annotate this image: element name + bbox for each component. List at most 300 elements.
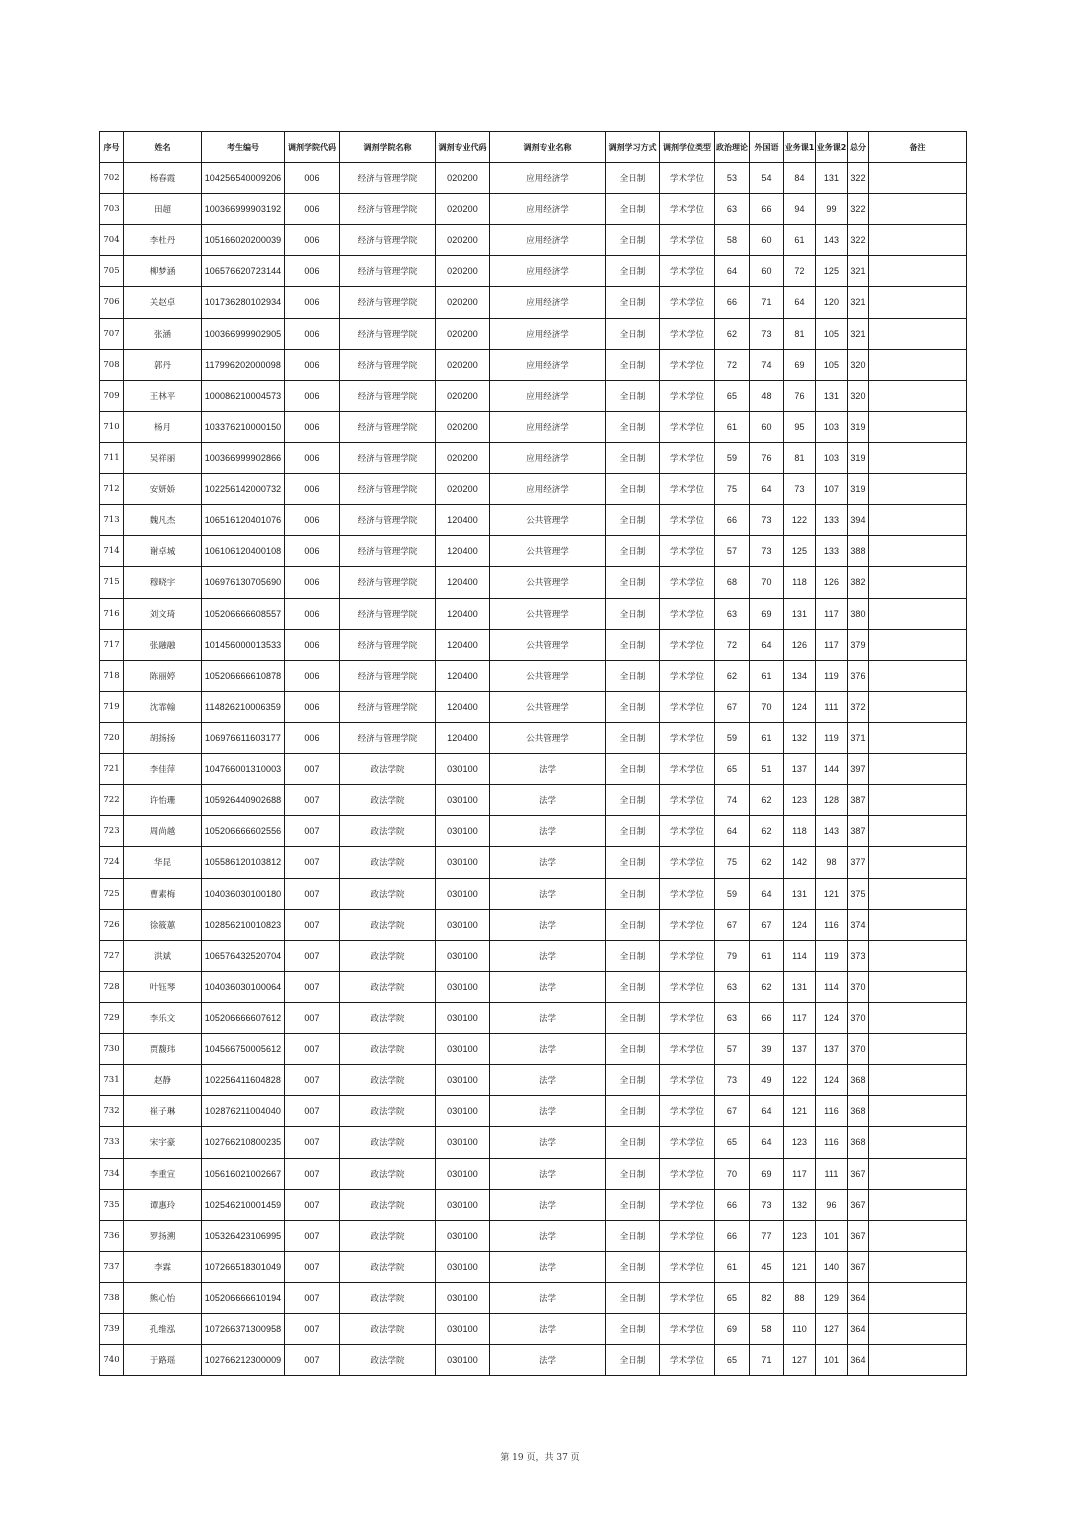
table-cell: 030100 bbox=[436, 1158, 490, 1189]
table-row bbox=[100, 1158, 967, 1189]
table-cell: 应用经济学 bbox=[490, 411, 606, 442]
table-cell: 723 bbox=[100, 816, 124, 847]
table-cell: 111 bbox=[816, 1158, 848, 1189]
column-header: 业务课1 bbox=[784, 132, 816, 163]
table-cell: 叶钰琴 bbox=[124, 971, 202, 1002]
table-cell: 李重宣 bbox=[124, 1158, 202, 1189]
table-cell: 105 bbox=[816, 318, 848, 349]
table-cell: 学术学位 bbox=[660, 598, 715, 629]
table-cell: 学术学位 bbox=[660, 225, 715, 256]
column-header: 调剂学院名称 bbox=[340, 132, 436, 163]
table-cell: 75 bbox=[715, 474, 750, 505]
column-header: 调剂专业代码 bbox=[436, 132, 490, 163]
table-row bbox=[100, 971, 967, 1002]
table-cell: 70 bbox=[750, 691, 784, 722]
table-cell: 公共管理学 bbox=[490, 629, 606, 660]
table-row bbox=[100, 1065, 967, 1096]
table-cell: 67 bbox=[715, 691, 750, 722]
table-cell: 76 bbox=[750, 442, 784, 473]
table-cell: 杨春霞 bbox=[124, 163, 202, 194]
table-cell: 729 bbox=[100, 1002, 124, 1033]
table-cell: 张融融 bbox=[124, 629, 202, 660]
table-cell: 法学 bbox=[490, 1127, 606, 1158]
table-cell: 707 bbox=[100, 318, 124, 349]
table-cell: 60 bbox=[750, 411, 784, 442]
table-cell: 368 bbox=[848, 1127, 869, 1158]
table-cell: 127 bbox=[816, 1314, 848, 1345]
table-cell: 103376210000150 bbox=[202, 411, 285, 442]
table-cell: 经济与管理学院 bbox=[340, 474, 436, 505]
table-cell: 全日制 bbox=[606, 1189, 660, 1220]
table-cell: 65 bbox=[715, 1127, 750, 1158]
table-cell: 128 bbox=[816, 785, 848, 816]
table-cell: 学术学位 bbox=[660, 163, 715, 194]
table-row bbox=[100, 225, 967, 256]
table-row bbox=[100, 567, 967, 598]
table-cell: 105206666610194 bbox=[202, 1282, 285, 1313]
table-cell: 陈丽婷 bbox=[124, 660, 202, 691]
table-cell: 关赵卓 bbox=[124, 287, 202, 318]
table-cell: 133 bbox=[816, 536, 848, 567]
table-cell: 法学 bbox=[490, 1345, 606, 1376]
table-cell: 102256411604828 bbox=[202, 1065, 285, 1096]
table-cell: 84 bbox=[784, 163, 816, 194]
table-cell: 006 bbox=[285, 474, 340, 505]
table-cell: 367 bbox=[848, 1158, 869, 1189]
table-cell: 030100 bbox=[436, 1065, 490, 1096]
table-cell: 65 bbox=[715, 754, 750, 785]
table-cell: 107266518301049 bbox=[202, 1251, 285, 1282]
table-cell bbox=[869, 660, 967, 691]
table-cell: 319 bbox=[848, 474, 869, 505]
table-cell: 73 bbox=[784, 474, 816, 505]
table-cell: 705 bbox=[100, 256, 124, 287]
table-row bbox=[100, 474, 967, 505]
table-cell: 学术学位 bbox=[660, 1314, 715, 1345]
table-cell: 372 bbox=[848, 691, 869, 722]
table-cell: 106516120401076 bbox=[202, 505, 285, 536]
table-cell: 69 bbox=[750, 1158, 784, 1189]
table-cell: 007 bbox=[285, 847, 340, 878]
table-cell: 应用经济学 bbox=[490, 318, 606, 349]
table-cell: 66 bbox=[715, 1189, 750, 1220]
table-cell: 007 bbox=[285, 1282, 340, 1313]
table-cell: 120400 bbox=[436, 660, 490, 691]
table-cell: 全日制 bbox=[606, 816, 660, 847]
table-row bbox=[100, 1251, 967, 1282]
table-cell: 123 bbox=[784, 1220, 816, 1251]
table-cell: 126 bbox=[784, 629, 816, 660]
table-cell: 刘文琦 bbox=[124, 598, 202, 629]
table-cell: 法学 bbox=[490, 1251, 606, 1282]
table-cell: 学术学位 bbox=[660, 318, 715, 349]
table-cell: 66 bbox=[750, 1002, 784, 1033]
table-cell: 712 bbox=[100, 474, 124, 505]
table-cell: 143 bbox=[816, 816, 848, 847]
table-cell: 006 bbox=[285, 380, 340, 411]
table-cell bbox=[869, 940, 967, 971]
column-header: 考生编号 bbox=[202, 132, 285, 163]
table-cell: 徐筱蕙 bbox=[124, 909, 202, 940]
table-cell: 79 bbox=[715, 940, 750, 971]
table-cell: 368 bbox=[848, 1065, 869, 1096]
table-cell: 007 bbox=[285, 1314, 340, 1345]
table-cell: 全日制 bbox=[606, 349, 660, 380]
table-cell: 030100 bbox=[436, 1251, 490, 1282]
table-cell: 政法学院 bbox=[340, 1314, 436, 1345]
table-cell: 全日制 bbox=[606, 380, 660, 411]
table-cell: 法学 bbox=[490, 1158, 606, 1189]
table-cell: 74 bbox=[715, 785, 750, 816]
table-cell: 全日制 bbox=[606, 660, 660, 691]
table-cell: 65 bbox=[715, 1345, 750, 1376]
table-cell: 030100 bbox=[436, 847, 490, 878]
table-cell: 学术学位 bbox=[660, 1220, 715, 1251]
column-header: 姓名 bbox=[124, 132, 202, 163]
table-cell: 104036030100180 bbox=[202, 878, 285, 909]
table-cell: 134 bbox=[784, 660, 816, 691]
table-cell: 728 bbox=[100, 971, 124, 1002]
table-cell: 727 bbox=[100, 940, 124, 971]
table-cell: 106106120400108 bbox=[202, 536, 285, 567]
table-cell: 95 bbox=[784, 411, 816, 442]
table-cell: 穆晓宇 bbox=[124, 567, 202, 598]
table-cell: 322 bbox=[848, 194, 869, 225]
table-cell: 006 bbox=[285, 598, 340, 629]
table-cell: 006 bbox=[285, 691, 340, 722]
table-cell bbox=[869, 1314, 967, 1345]
table-cell: 125 bbox=[784, 536, 816, 567]
table-cell: 382 bbox=[848, 567, 869, 598]
table-cell: 于路瑶 bbox=[124, 1345, 202, 1376]
table-cell: 103 bbox=[816, 442, 848, 473]
table-cell: 58 bbox=[750, 1314, 784, 1345]
table-cell: 洪斌 bbox=[124, 940, 202, 971]
column-header: 调剂学习方式 bbox=[606, 132, 660, 163]
table-cell: 全日制 bbox=[606, 411, 660, 442]
table-cell: 应用经济学 bbox=[490, 163, 606, 194]
table-cell: 101 bbox=[816, 1345, 848, 1376]
table-cell: 117 bbox=[816, 629, 848, 660]
table-cell: 030100 bbox=[436, 1282, 490, 1313]
table-cell: 137 bbox=[784, 1034, 816, 1065]
table-cell: 65 bbox=[715, 380, 750, 411]
table-cell: 67 bbox=[715, 909, 750, 940]
table-cell: 125 bbox=[816, 256, 848, 287]
table-cell: 319 bbox=[848, 442, 869, 473]
table-header-row bbox=[100, 132, 967, 163]
table-cell: 62 bbox=[750, 785, 784, 816]
table-cell: 学术学位 bbox=[660, 505, 715, 536]
table-cell: 030100 bbox=[436, 785, 490, 816]
table-cell: 120400 bbox=[436, 598, 490, 629]
table-cell: 81 bbox=[784, 318, 816, 349]
table-cell: 713 bbox=[100, 505, 124, 536]
table-cell: 经济与管理学院 bbox=[340, 256, 436, 287]
table-cell: 法学 bbox=[490, 940, 606, 971]
table-cell: 全日制 bbox=[606, 1034, 660, 1065]
table-cell: 经济与管理学院 bbox=[340, 287, 436, 318]
table-cell: 102766210800235 bbox=[202, 1127, 285, 1158]
table-cell: 375 bbox=[848, 878, 869, 909]
table-cell: 法学 bbox=[490, 754, 606, 785]
table-cell bbox=[869, 505, 967, 536]
table-cell: 政法学院 bbox=[340, 785, 436, 816]
table-cell: 全日制 bbox=[606, 940, 660, 971]
table-cell: 公共管理学 bbox=[490, 598, 606, 629]
table-cell: 应用经济学 bbox=[490, 474, 606, 505]
table-cell: 全日制 bbox=[606, 567, 660, 598]
table-cell: 64 bbox=[750, 878, 784, 909]
table-row bbox=[100, 878, 967, 909]
table-cell: 321 bbox=[848, 318, 869, 349]
table-cell: 106576620723144 bbox=[202, 256, 285, 287]
table-cell: 371 bbox=[848, 722, 869, 753]
table-cell: 376 bbox=[848, 660, 869, 691]
table-cell: 020200 bbox=[436, 411, 490, 442]
table-cell: 007 bbox=[285, 971, 340, 1002]
table-cell: 131 bbox=[784, 878, 816, 909]
table-cell: 学术学位 bbox=[660, 660, 715, 691]
table-cell bbox=[869, 1096, 967, 1127]
table-cell: 322 bbox=[848, 163, 869, 194]
table-cell: 368 bbox=[848, 1096, 869, 1127]
table-cell: 59 bbox=[715, 722, 750, 753]
table-cell: 经济与管理学院 bbox=[340, 349, 436, 380]
table-cell bbox=[869, 1251, 967, 1282]
table-cell: 104566750005612 bbox=[202, 1034, 285, 1065]
table-cell: 006 bbox=[285, 349, 340, 380]
table-cell bbox=[869, 598, 967, 629]
table-cell: 006 bbox=[285, 163, 340, 194]
table-cell: 全日制 bbox=[606, 909, 660, 940]
table-cell: 030100 bbox=[436, 971, 490, 1002]
table-cell: 全日制 bbox=[606, 1345, 660, 1376]
table-cell: 法学 bbox=[490, 1220, 606, 1251]
table-cell: 105166020200039 bbox=[202, 225, 285, 256]
table-cell: 64 bbox=[784, 287, 816, 318]
table-cell: 政法学院 bbox=[340, 971, 436, 1002]
table-cell: 许怡珊 bbox=[124, 785, 202, 816]
table-cell: 学术学位 bbox=[660, 1127, 715, 1158]
table-cell: 367 bbox=[848, 1189, 869, 1220]
table-cell: 李杜丹 bbox=[124, 225, 202, 256]
table-cell: 全日制 bbox=[606, 785, 660, 816]
table-cell: 020200 bbox=[436, 225, 490, 256]
column-header: 调剂学位类型 bbox=[660, 132, 715, 163]
table-cell: 114 bbox=[816, 971, 848, 1002]
table-cell: 经济与管理学院 bbox=[340, 380, 436, 411]
table-cell: 704 bbox=[100, 225, 124, 256]
table-cell: 030100 bbox=[436, 909, 490, 940]
column-header: 总分 bbox=[848, 132, 869, 163]
table-cell: 367 bbox=[848, 1220, 869, 1251]
table-cell: 全日制 bbox=[606, 505, 660, 536]
table-cell: 62 bbox=[750, 816, 784, 847]
table-cell: 政法学院 bbox=[340, 1345, 436, 1376]
table-cell: 321 bbox=[848, 256, 869, 287]
table-cell: 120400 bbox=[436, 629, 490, 660]
table-cell: 魏凡杰 bbox=[124, 505, 202, 536]
table-cell: 62 bbox=[715, 318, 750, 349]
table-cell: 经济与管理学院 bbox=[340, 194, 436, 225]
table-cell: 法学 bbox=[490, 1002, 606, 1033]
column-header: 政治理论 bbox=[715, 132, 750, 163]
table-cell: 学术学位 bbox=[660, 380, 715, 411]
table-cell: 应用经济学 bbox=[490, 225, 606, 256]
table-cell: 全日制 bbox=[606, 847, 660, 878]
table-cell: 48 bbox=[750, 380, 784, 411]
admission-table bbox=[99, 131, 967, 1376]
table-cell: 006 bbox=[285, 318, 340, 349]
table-cell: 全日制 bbox=[606, 691, 660, 722]
table-row bbox=[100, 442, 967, 473]
table-row bbox=[100, 256, 967, 287]
table-cell: 101 bbox=[816, 1220, 848, 1251]
table-cell: 020200 bbox=[436, 474, 490, 505]
table-cell: 政法学院 bbox=[340, 1282, 436, 1313]
table-cell: 学术学位 bbox=[660, 940, 715, 971]
table-cell: 法学 bbox=[490, 1065, 606, 1096]
table-cell: 经济与管理学院 bbox=[340, 505, 436, 536]
table-cell: 006 bbox=[285, 411, 340, 442]
table-cell: 公共管理学 bbox=[490, 505, 606, 536]
table-cell: 张涵 bbox=[124, 318, 202, 349]
table-cell: 学术学位 bbox=[660, 1065, 715, 1096]
table-cell: 安妍娇 bbox=[124, 474, 202, 505]
table-cell: 387 bbox=[848, 816, 869, 847]
table-cell: 020200 bbox=[436, 380, 490, 411]
table-cell: 370 bbox=[848, 1002, 869, 1033]
table-cell: 应用经济学 bbox=[490, 442, 606, 473]
table-cell: 143 bbox=[816, 225, 848, 256]
table-cell: 320 bbox=[848, 349, 869, 380]
table-cell: 全日制 bbox=[606, 598, 660, 629]
table-cell: 全日制 bbox=[606, 1282, 660, 1313]
table-cell: 714 bbox=[100, 536, 124, 567]
table-row bbox=[100, 1127, 967, 1158]
table-cell: 124 bbox=[816, 1065, 848, 1096]
table-cell: 116 bbox=[816, 1096, 848, 1127]
table-cell: 711 bbox=[100, 442, 124, 473]
table-cell: 118 bbox=[784, 816, 816, 847]
table-cell: 020200 bbox=[436, 349, 490, 380]
table-cell bbox=[869, 629, 967, 660]
table-cell: 007 bbox=[285, 785, 340, 816]
table-cell: 117 bbox=[784, 1002, 816, 1033]
table-cell: 100086210004573 bbox=[202, 380, 285, 411]
table-row bbox=[100, 847, 967, 878]
table-cell: 116 bbox=[816, 909, 848, 940]
table-cell: 96 bbox=[816, 1189, 848, 1220]
table-cell: 020200 bbox=[436, 318, 490, 349]
table-row bbox=[100, 940, 967, 971]
table-cell: 120400 bbox=[436, 505, 490, 536]
table-cell: 719 bbox=[100, 691, 124, 722]
table-cell: 105586120103812 bbox=[202, 847, 285, 878]
table-cell: 709 bbox=[100, 380, 124, 411]
table-cell: 61 bbox=[750, 660, 784, 691]
table-cell: 学术学位 bbox=[660, 1034, 715, 1065]
table-cell: 经济与管理学院 bbox=[340, 722, 436, 753]
table-cell: 100366999902866 bbox=[202, 442, 285, 473]
table-cell: 007 bbox=[285, 1002, 340, 1033]
table-cell: 98 bbox=[816, 847, 848, 878]
table-cell: 137 bbox=[784, 754, 816, 785]
table-cell: 105616021002667 bbox=[202, 1158, 285, 1189]
table-cell: 法学 bbox=[490, 1189, 606, 1220]
column-header: 调剂专业名称 bbox=[490, 132, 606, 163]
table-cell: 应用经济学 bbox=[490, 349, 606, 380]
table-cell: 364 bbox=[848, 1345, 869, 1376]
table-cell: 全日制 bbox=[606, 1065, 660, 1096]
table-cell: 孔维泓 bbox=[124, 1314, 202, 1345]
table-cell: 政法学院 bbox=[340, 754, 436, 785]
table-cell: 104256540009206 bbox=[202, 163, 285, 194]
table-cell: 学术学位 bbox=[660, 1251, 715, 1282]
table-cell: 熊心怡 bbox=[124, 1282, 202, 1313]
table-cell: 74 bbox=[750, 349, 784, 380]
table-cell: 030100 bbox=[436, 1345, 490, 1376]
table-cell: 学术学位 bbox=[660, 256, 715, 287]
table-cell: 赵静 bbox=[124, 1065, 202, 1096]
table-cell: 经济与管理学院 bbox=[340, 163, 436, 194]
table-cell: 007 bbox=[285, 1034, 340, 1065]
table-cell: 45 bbox=[750, 1251, 784, 1282]
table-cell bbox=[869, 691, 967, 722]
table-cell: 全日制 bbox=[606, 722, 660, 753]
table-cell: 59 bbox=[715, 442, 750, 473]
table-row bbox=[100, 536, 967, 567]
table-cell: 学术学位 bbox=[660, 1002, 715, 1033]
table-cell: 政法学院 bbox=[340, 940, 436, 971]
table-cell: 73 bbox=[715, 1065, 750, 1096]
table-cell: 全日制 bbox=[606, 225, 660, 256]
table-cell bbox=[869, 878, 967, 909]
table-cell: 129 bbox=[816, 1282, 848, 1313]
table-cell: 政法学院 bbox=[340, 1251, 436, 1282]
table-cell: 法学 bbox=[490, 1314, 606, 1345]
table-row bbox=[100, 1282, 967, 1313]
table-row bbox=[100, 380, 967, 411]
table-cell: 王林平 bbox=[124, 380, 202, 411]
table-cell bbox=[869, 536, 967, 567]
table-cell: 124 bbox=[816, 1002, 848, 1033]
table-cell: 全日制 bbox=[606, 1002, 660, 1033]
table-cell: 131 bbox=[816, 163, 848, 194]
table-cell: 学术学位 bbox=[660, 567, 715, 598]
table-cell: 105 bbox=[816, 349, 848, 380]
table-cell: 121 bbox=[816, 878, 848, 909]
table-cell: 49 bbox=[750, 1065, 784, 1096]
table-cell: 62 bbox=[750, 847, 784, 878]
table-cell: 007 bbox=[285, 1158, 340, 1189]
table-cell: 62 bbox=[750, 971, 784, 1002]
table-cell: 718 bbox=[100, 660, 124, 691]
table-cell: 88 bbox=[784, 1282, 816, 1313]
table-cell: 006 bbox=[285, 287, 340, 318]
table-cell: 007 bbox=[285, 1096, 340, 1127]
table-cell: 81 bbox=[784, 442, 816, 473]
table-cell: 105326423106995 bbox=[202, 1220, 285, 1251]
table-cell: 122 bbox=[784, 1065, 816, 1096]
table-cell: 374 bbox=[848, 909, 869, 940]
table-cell: 102876211004040 bbox=[202, 1096, 285, 1127]
table-cell: 123 bbox=[784, 1127, 816, 1158]
table-cell: 736 bbox=[100, 1220, 124, 1251]
table-cell: 全日制 bbox=[606, 318, 660, 349]
table-cell: 法学 bbox=[490, 1282, 606, 1313]
